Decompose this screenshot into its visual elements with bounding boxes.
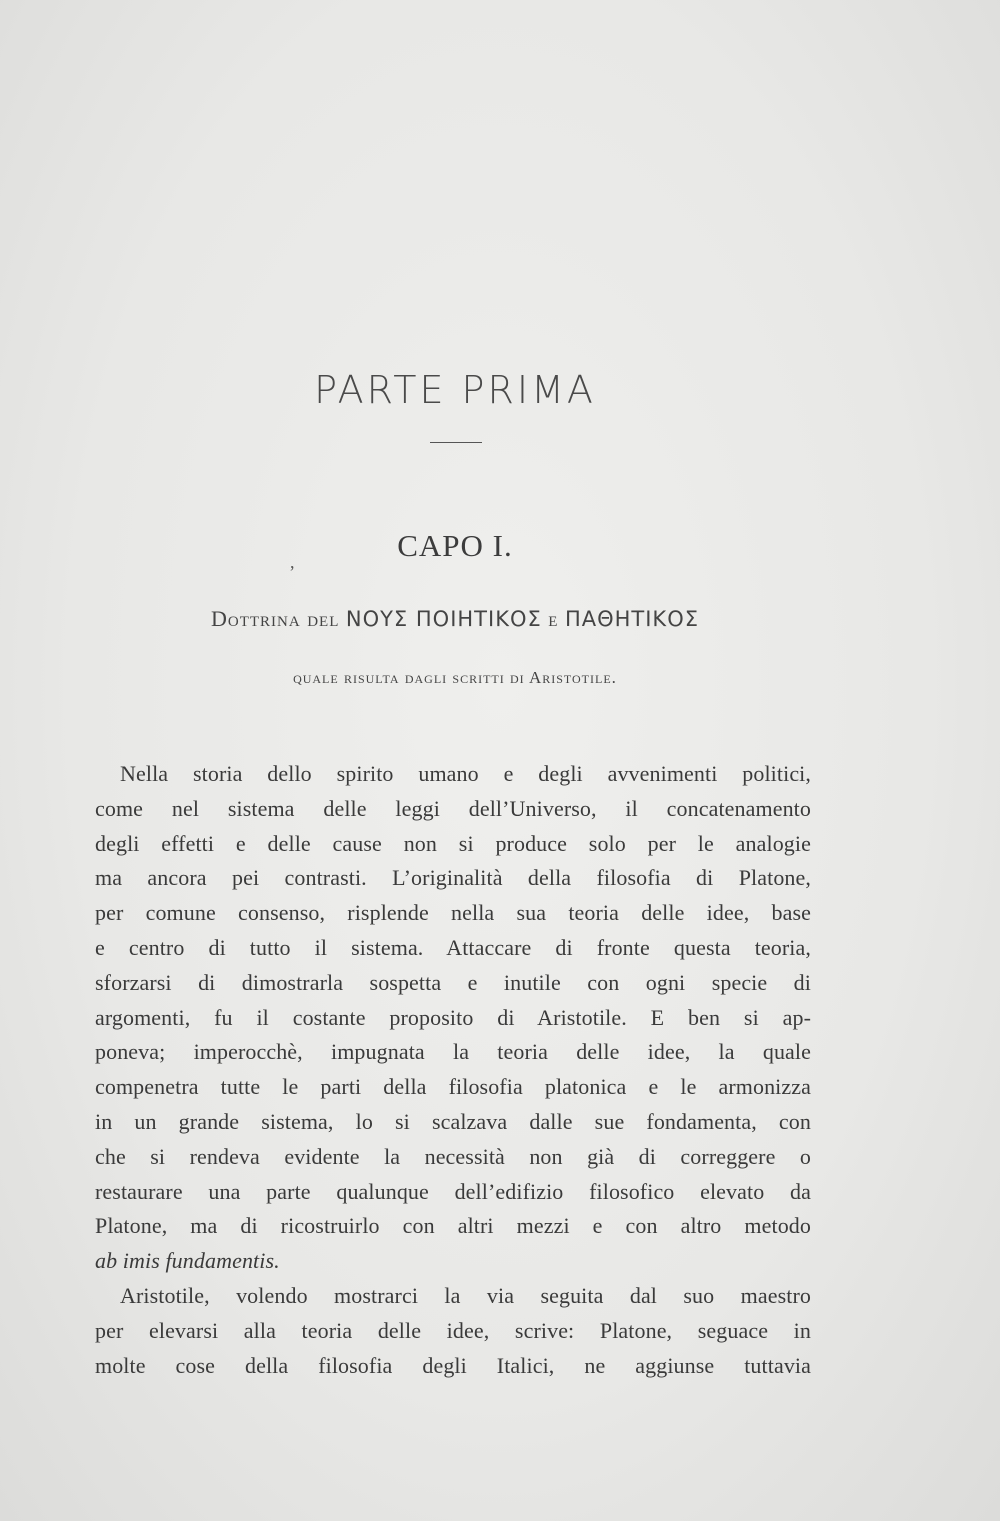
text-line: per comune consenso, risplende nella sua teoria delle idee, base [95, 900, 811, 926]
text-line: e centro di tutto il sistema. Attaccare di fronte questa teoria, [95, 934, 811, 960]
text-line: ab imis fundamentis. [95, 1248, 280, 1274]
text-line: compenetra tutte le parti della filosofia platonica e le armonizza [95, 1074, 811, 1100]
text-line: degli effetti e delle cause non si produce solo per le analogie [95, 830, 811, 856]
text-line: per elevarsi alla teoria delle idee, scrive: Platone, seguace in [95, 1317, 811, 1343]
stray-mark: , [290, 552, 295, 572]
text-line: in un grande sistema, lo si scalzava dalle sue fondamenta, con [95, 1108, 811, 1134]
text-line: come nel sistema delle leggi dell’Universo, il concatenamento [95, 795, 811, 821]
text-line: molte cose della filosofia degli Italici, ne aggiunse tuttavia [95, 1352, 811, 1378]
text-line: argomenti, fu il costante proposito di Aristotile. E ben si ap- [95, 1004, 811, 1030]
text-line: Aristotile, volendo mostrarci la via seguita dal suo maestro [120, 1282, 811, 1308]
subtitle-greek-1: ΝΟΥΣ ΠΟΙΗΤΙΚΟΣ [345, 607, 542, 631]
subtitle-prefix: Dottrina del [210, 606, 346, 631]
subtitle-conjunction: e [541, 606, 565, 631]
text-line: restaurare una parte qualunque dell’edifizio filosofico elevato da [95, 1178, 811, 1204]
chapter-subtitle [0, 606, 910, 632]
subtitle-greek-2: ΠΑΘΗΤΙΚΟΣ [564, 607, 700, 631]
chapter-subtitle-2: quale risulta dagli scritti di Aristotile. [293, 668, 617, 687]
part-title: PARTE PRIMA [314, 368, 596, 412]
text-line: poneva; imperocchè, impugnata la teoria delle idee, la quale [95, 1039, 811, 1065]
body-text [95, 757, 811, 1383]
chapter-title: CAPO I. [397, 528, 513, 563]
text-line: sforzarsi di dimostrarla sospetta e inutile con ogni specie di [95, 969, 811, 995]
title-rule [430, 442, 482, 443]
text-line: ma ancora pei contrasti. L’originalità della filosofia di Platone, [95, 865, 811, 891]
text-line: che si rendeva evidente la necessità non già di correggere o [95, 1143, 811, 1169]
text-line: Platone, ma di ricostruirlo con altri mezzi e con altro metodo [95, 1213, 811, 1239]
text-line: Nella storia dello spirito umano e degli avvenimenti politici, [120, 761, 811, 786]
